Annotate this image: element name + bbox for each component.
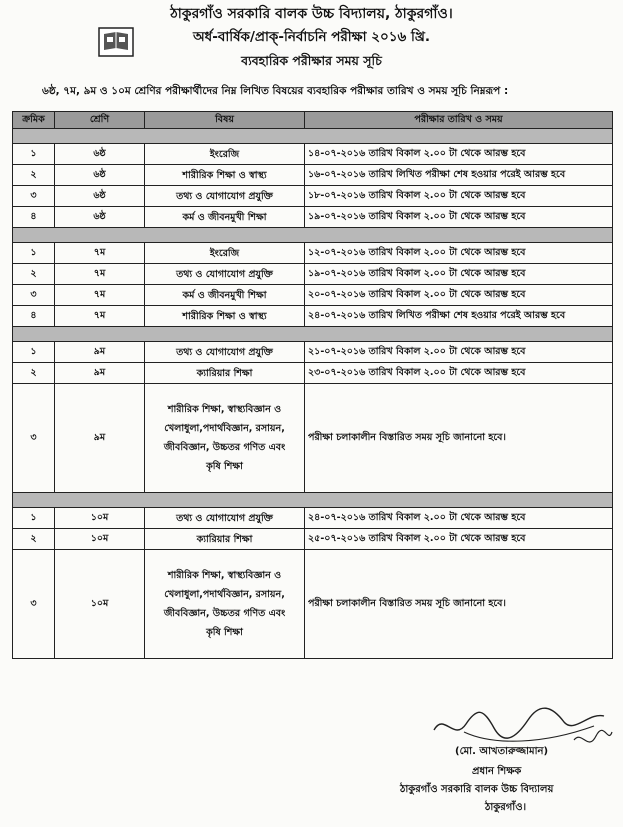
subject-cell: [145, 384, 305, 493]
header-class: শ্রেণি: [55, 112, 145, 129]
subject-cell: [145, 550, 305, 659]
table-row: [13, 186, 613, 207]
intro-text: ৬ষ্ঠ, ৭ম, ৯ম ও ১০ম শ্রেণির পরীক্ষার্থীদের নিম্ন লিখিত বিষয়ের ব্যবহারিক পরীক্ষার তারিখ ও সময় সূচি নিম্নরূপ :: [42, 85, 509, 97]
signatory-school: ঠাকুরগাঁও সরকারি বালক উচ্চ বিদ্যালয়: [400, 784, 554, 795]
exam-title: অর্ধ-বার্ষিক/প্রাক্-নির্বাচনি পরীক্ষা ২০১৬ খ্রি.: [192, 29, 431, 45]
subject-cell: ক্যারিয়ার শিক্ষা: [145, 529, 305, 550]
table-row: [13, 384, 613, 493]
table-row: [13, 264, 613, 285]
table-row: [13, 243, 613, 264]
class-cell: ১০ম: [55, 529, 145, 550]
table-row: [13, 285, 613, 306]
subject-line: খেলাধুলা,পদার্থবিজ্ঞান, রসায়ন,: [164, 589, 285, 600]
serial-cell: ৪: [13, 306, 55, 327]
serial-cell: ২: [13, 264, 55, 285]
section-separator: [13, 129, 613, 144]
schedule-cell: ২৪-০৭-২০১৬ তারিখ লিখিত পরীক্ষা শেষ হওয়ার পরেই আরম্ভ হবে: [305, 306, 613, 327]
signatory-title: প্রধান শিক্ষক: [472, 766, 522, 777]
schedule-cell: ১৯-০৭-২০১৬ তারিখ বিকাল ২.০০ টা থেকে আরম্ভ হবে: [305, 264, 613, 285]
serial-cell: ৩: [13, 285, 55, 306]
class-cell: ৬ষ্ঠ: [55, 186, 145, 207]
class-cell: ৬ষ্ঠ: [55, 165, 145, 186]
serial-cell: ২: [13, 165, 55, 186]
school-name: ঠাকুরগাঁও সরকারি বালক উচ্চ বিদ্যালয়, ঠাকুরগাঁও।: [170, 6, 453, 22]
header-schedule: পরীক্ষার তারিখ ও সময়: [305, 112, 613, 129]
table-row: [13, 144, 613, 165]
subject-cell: কর্ম ও জীবনমুখী শিক্ষা: [145, 285, 305, 306]
section-separator: [13, 493, 613, 508]
header-subject: বিষয়: [145, 112, 305, 129]
subject-cell: ইংরেজি: [145, 144, 305, 165]
signatory-place: ঠাকুরগাঁও।: [485, 802, 527, 813]
class-cell: ৯ম: [55, 363, 145, 384]
practical-exam-schedule-table: [12, 111, 613, 659]
subject-cell: কর্ম ও জীবনমুখী শিক্ষা: [145, 207, 305, 228]
schedule-subtitle: ব্যবহারিক পরীক্ষার সময় সূচি: [241, 53, 382, 68]
section-separator: [13, 228, 613, 243]
subject-cell: ইংরেজি: [145, 243, 305, 264]
class-cell: ৬ষ্ঠ: [55, 207, 145, 228]
class-cell: ১০ম: [55, 508, 145, 529]
class-cell: ৭ম: [55, 264, 145, 285]
serial-cell: ৩: [13, 384, 55, 493]
class-cell: ৭ম: [55, 243, 145, 264]
subject-cell: তথ্য ও যোগাযোগ প্রযুক্তি: [145, 264, 305, 285]
table-row: [13, 207, 613, 228]
class-cell: ১০ম: [55, 550, 145, 659]
schedule-cell: ২০-০৭-২০১৬ তারিখ বিকাল ২.০০ টা থেকে আরম্ভ হবে: [305, 285, 613, 306]
schedule-cell: পরীক্ষা চলাকালীন বিস্তারিত সময় সূচি জানানো হবে।: [305, 384, 613, 493]
table-row: [13, 529, 613, 550]
serial-cell: ১: [13, 342, 55, 363]
subject-cell: ক্যারিয়ার শিক্ষা: [145, 363, 305, 384]
subject-line: কৃষি শিক্ষা: [206, 627, 243, 638]
subject-cell: তথ্য ও যোগাযোগ প্রযুক্তি: [145, 508, 305, 529]
table-row: [13, 342, 613, 363]
class-cell: ৭ম: [55, 285, 145, 306]
subject-cell: শারীরিক শিক্ষা ও স্বাস্থ্য: [145, 306, 305, 327]
serial-cell: ২: [13, 529, 55, 550]
header-serial: ক্রমিক: [13, 112, 55, 129]
schedule-cell: ২৪-০৭-২০১৬ তারিখ বিকাল ২.০০ টা থেকে আরম্ভ হবে: [305, 508, 613, 529]
section-separator: [13, 327, 613, 342]
serial-cell: ১: [13, 508, 55, 529]
serial-cell: ২: [13, 363, 55, 384]
schedule-cell: ২১-০৭-২০১৬ তারিখ বিকাল ২.০০ টা থেকে আরম্ভ হবে: [305, 342, 613, 363]
table-row: [13, 165, 613, 186]
schedule-cell: ২৫-০৭-২০১৬ তারিখ বিকাল ২.০০ টা থেকে আরম্ভ হবে: [305, 529, 613, 550]
schedule-cell: ১৬-০৭-২০১৬ তারিখ লিখিত পরীক্ষা শেষ হওয়ার পরেই আরম্ভ হবে: [305, 165, 613, 186]
class-cell: ৯ম: [55, 384, 145, 493]
class-cell: ৯ম: [55, 342, 145, 363]
document-header: [0, 4, 623, 70]
schedule-cell: ১৮-০৭-২০১৬ তারিখ বিকাল ২.০০ টা থেকে আরম্ভ হবে: [305, 186, 613, 207]
serial-cell: ৩: [13, 550, 55, 659]
signatory-name: (মো. আখতারুজ্জামান): [455, 746, 549, 757]
subject-line: শারীরিক শিক্ষা, স্বাস্থ্যবিজ্ঞান ও: [167, 570, 282, 581]
subject-line: কৃষি শিক্ষা: [206, 461, 243, 472]
subject-line: জীববিজ্ঞান, উচ্চতর গণিত এবং: [163, 608, 286, 619]
table-row: [13, 508, 613, 529]
subject-line: শারীরিক শিক্ষা, স্বাস্থ্যবিজ্ঞান ও: [167, 404, 282, 415]
schedule-cell: ১৪-০৭-২০১৬ তারিখ বিকাল ২.০০ টা থেকে আরম্ভ হবে: [305, 144, 613, 165]
serial-cell: ১: [13, 243, 55, 264]
subject-cell: তথ্য ও যোগাযোগ প্রযুক্তি: [145, 186, 305, 207]
class-cell: ৬ষ্ঠ: [55, 144, 145, 165]
subject-line: খেলাধুলা,পদার্থবিজ্ঞান, রসায়ন,: [164, 423, 285, 434]
schedule-cell: ১২-০৭-২০১৬ তারিখ বিকাল ২.০০ টা থেকে আরম্ভ হবে: [305, 243, 613, 264]
serial-cell: ১: [13, 144, 55, 165]
table-row: [13, 363, 613, 384]
serial-cell: ৪: [13, 207, 55, 228]
table-header-row: [13, 112, 613, 129]
class-cell: ৭ম: [55, 306, 145, 327]
subject-cell: তথ্য ও যোগাযোগ প্রযুক্তি: [145, 342, 305, 363]
subject-cell: শারীরিক শিক্ষা ও স্বাস্থ্য: [145, 165, 305, 186]
table-row: [13, 306, 613, 327]
subject-line: জীববিজ্ঞান, উচ্চতর গণিত এবং: [163, 442, 286, 453]
schedule-cell: পরীক্ষা চলাকালীন বিস্তারিত সময় সূচি জানানো হবে।: [305, 550, 613, 659]
table-row: [13, 550, 613, 659]
serial-cell: ৩: [13, 186, 55, 207]
schedule-cell: ২৩-০৭-২০১৬ তারিখ বিকাল ২.০০ টা থেকে আরম্ভ হবে: [305, 363, 613, 384]
schedule-cell: ১৯-০৭-২০১৬ তারিখ বিকাল ২.০০ টা থেকে আরম্ভ হবে: [305, 207, 613, 228]
